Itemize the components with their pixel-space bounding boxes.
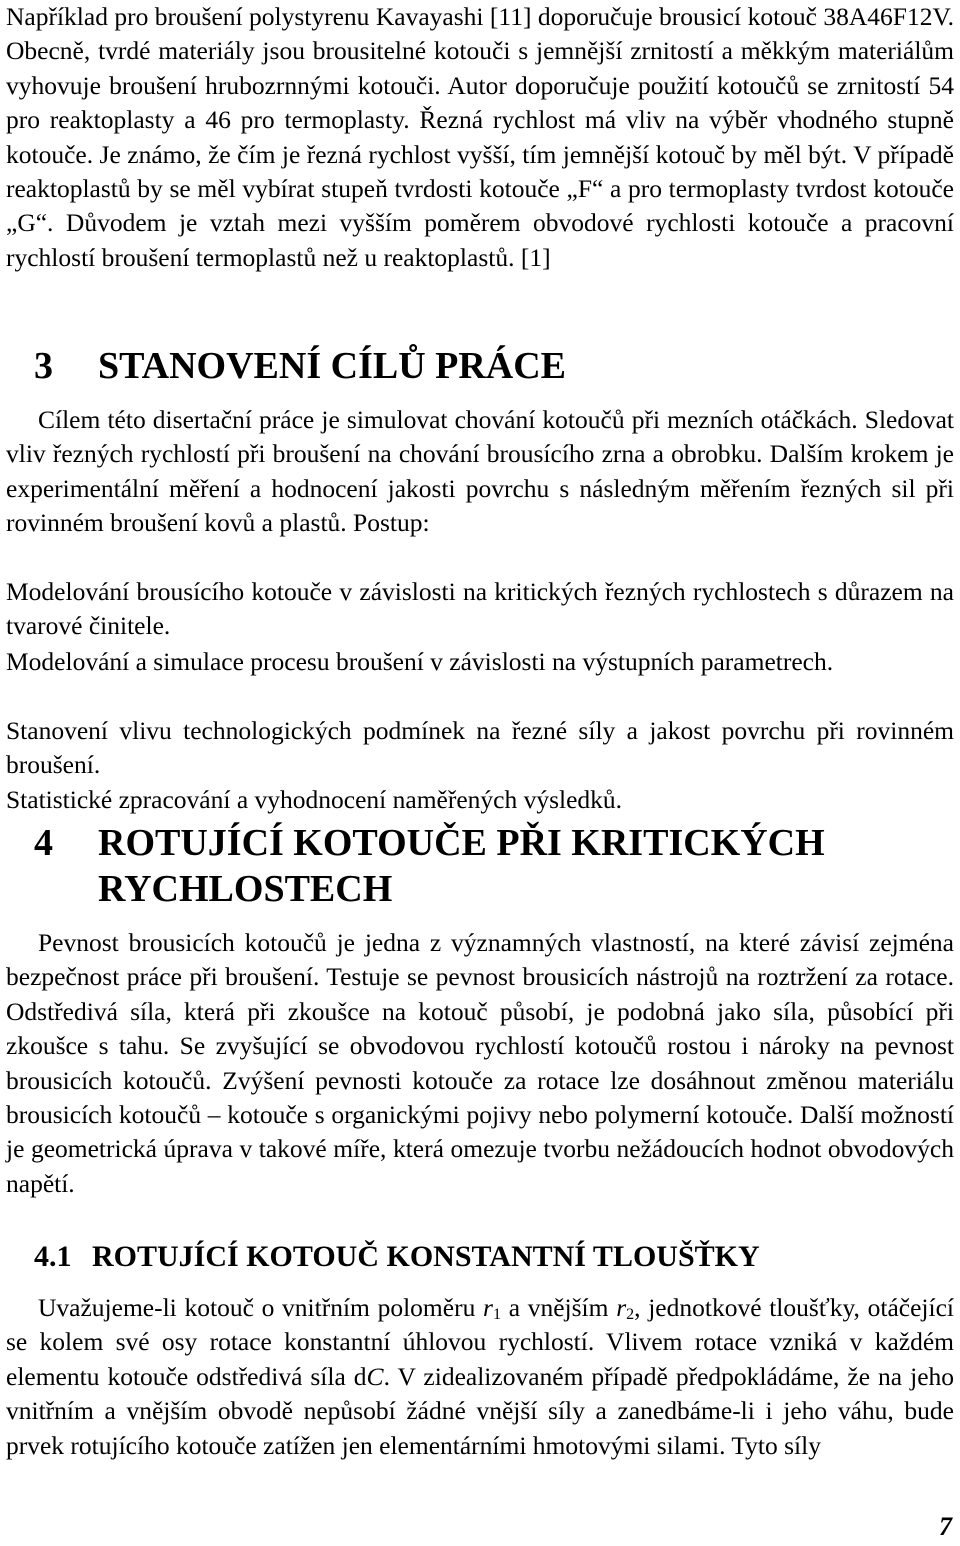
heading-chapter-4	[34, 820, 825, 866]
heading-number: 3	[34, 345, 53, 387]
heading-chapter-3	[34, 343, 566, 389]
paragraph-wheel-strength: Pevnost brousicích kotoučů je jedna z významných vlastností, na které závisí zejména bezpečnost práce při broušení. Testuje se pevnost brousicích nástrojů na roztržení za rotace. Odstředivá síla, která při zkoušce na kotouč působí, je podobná jako síla, působící při zkoušce s tahu. Se zvyšující se obvodovou rychlostí kotoučů rostou i nároky na pevnost brousicích kotoučů. Zvýšení pevnosti kotouče za rotace lze dosáhnout změnou materiálu brousicích kotoučů – kotouče s organickými pojivy nebo polymerní kotouče. Další možností je geometrická úprava v takové míře, která omezuje tvorbu nežádoucích hodnot obvodových napětí.	[6, 928, 954, 1198]
heading-title-line1: ROTUJÍCÍ KOTOUČE PŘI KRITICKÝCH	[98, 822, 825, 864]
heading-section-4-1	[34, 1238, 760, 1276]
goal-step: Modelování a simulace procesu broušení v závislosti na výstupních parametrech.	[6, 647, 834, 676]
heading-number: 4.1	[34, 1240, 72, 1273]
heading-chapter-4-cont: RYCHLOSTECH	[98, 868, 393, 910]
paragraph-goals: Cílem této disertační práce je simulovat chování kotoučů při mezních otáčkách. Sledovat vliv řezných rychlostí při broušení na chování brousícího zrna a obrobku. Dalším krokem je experimentální měření a hodnocení jakosti povrchu s následným měřením řezných sil při rovinném broušení kovů a plastů. Postup:	[6, 405, 954, 538]
paragraph-grinding-polystyrene: Například pro broušení polystyrenu Kavayashi [11] doporučuje brousicí kotouč 38A46F12V. Obecně, tvrdé materiály jsou brousitelné kotouči s jemnější zrnitostí a měkkým materiálům vyhovuje broušení hrubozrnnými kotouči. Autor doporučuje použití kotoučů se zrnitostí 54 pro reaktoplasty a 46 pro termoplasty. Řezná rychlost má vliv na výběr vhodného stupně kotouče. Je známo, že čím je řezná rychlost vyšší, tím jemnější kotouč by měl být. V případě reaktoplastů by se měl vybírat stupeň tvrdosti kotouče „F“ a pro termoplasty tvrdost kotouče „G“. Důvodem je vztah mezi vyšším poměrem obvodové rychlosti kotouče a pracovní rychlostí broušení termoplastů než u reaktoplastů. [1]	[6, 2, 954, 272]
paragraph-constant-thickness: Uvažujeme-li kotouč o vnitřním poloměru $r_1$ a vnějším $r_2$, jednotkové tloušťky, otáčející se kolem své osy rotace konstantní úhlovou rychlostí. Vlivem rotace vzniká v každém elementu kotouče odstředivá síla dC. V zidealizovaném případě předpokládáme, že na jeho vnitřním a vnějším obvodě nepůsobí žádné vnější síly a zanedbáme-li i jeho váhu, bude prvek rotujícího kotouče zatížen jen elementárními hmotovými silami. Tyto síly	[6, 1293, 955, 1460]
heading-number: 4	[34, 822, 53, 864]
page-number: 7	[939, 1512, 952, 1541]
heading-title: ROTUJÍCÍ KOTOUČ KONSTANTNÍ TLOUŠŤKY	[92, 1240, 760, 1273]
goal-step: Statistické zpracování a vyhodnocení naměřených výsledků.	[6, 785, 623, 814]
goal-step: Stanovení vlivu technologických podmínek na řezné síly a jakost povrchu při rovinném broušení.	[6, 716, 954, 780]
heading-title: STANOVENÍ CÍLŮ PRÁCE	[98, 345, 567, 387]
goal-step: Modelování brousícího kotouče v závislosti na kritických řezných rychlostech s důrazem na tvarové činitele.	[6, 577, 954, 641]
